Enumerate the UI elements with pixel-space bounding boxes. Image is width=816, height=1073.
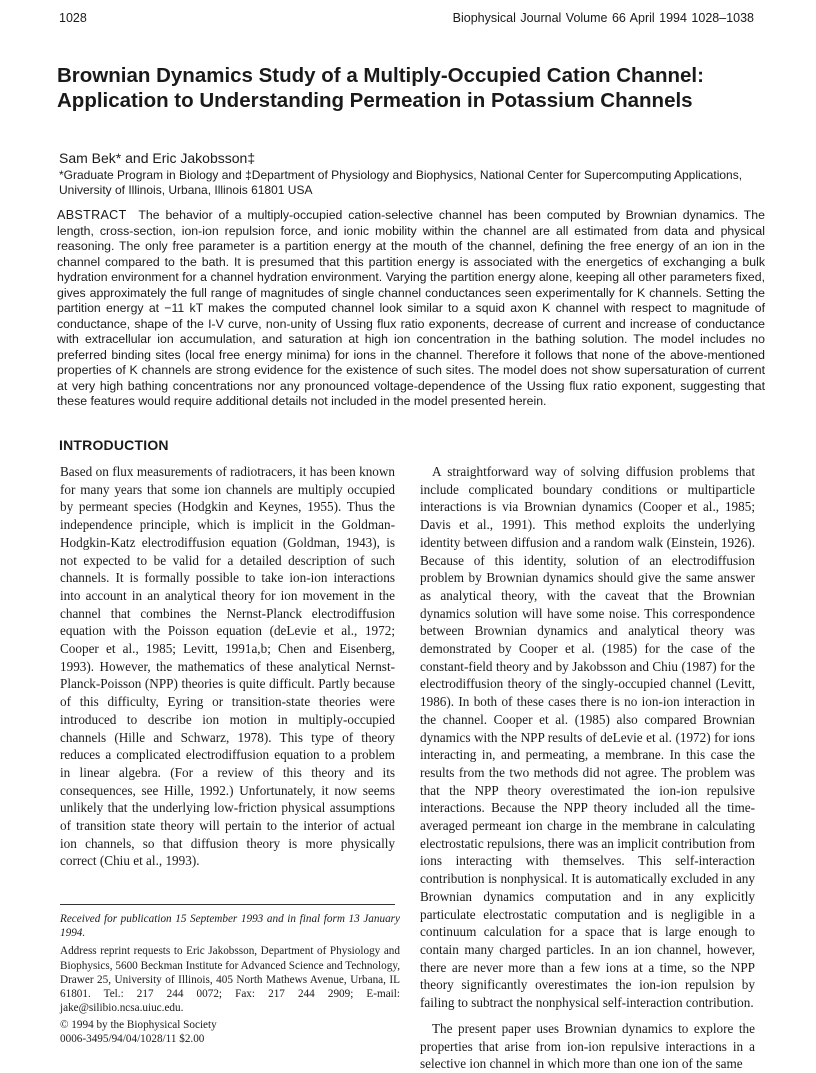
article-code: 0006-3495/94/04/1028/11 $2.00 [60,1033,205,1045]
abstract-text: The behavior of a multiply-occupied cation-selective channel has been computed by Brownian dynamics. The length, cross-section, ion-ion repulsion force, and ionic mobility within the channel are all estimated from data and physical reasoning. The only free parameter is a partition energy at the mouth of the channel, defining the free energy of an ion in the channel compared to the bath. It is presumed that this partition energy is associated with the energetics of exchanging a bulk hydration environment for a channel hydration environment. Varying the partition energy alone, keeping all other parameters fixed, gives approximately the full range of magnitudes of single channel conductances seen experimentally for K channels. Setting the partition energy at −11 kT makes the computed channel look similar to a squid axon K channel with respect to magnitude of conductance, shape of the I-V curve, non-unity of Ussing flux ratio exponents, decrease of current and increase of conductance with extracellular ion accumulation, and saturation at high ion concentration in the bathing solution. The model includes no preferred binding sites (local free energy minima) for ions in the channel. Therefore it follows that none of the above-mentioned properties of K channels are strong evidence for the existence of such sites. The model does not show supersaturation of current at very high bathing concentrations nor any pronounced voltage-dependence of the Ussing flux ratio exponent, suggesting that these features would require additional details not included in the model presented herein. [57,208,765,408]
article-title: Brownian Dynamics Study of a Multiply-Occupied Cation Channel: Application to Understanding Permeation in Potassium Channels [57,64,704,112]
copyright-line: © 1994 by the Biophysical Society [60,1019,217,1031]
right-column [420,463,755,1073]
page-number: 1028 [59,11,87,25]
intro-paragraph-2: A straightforward way of solving diffusion problems that include complicated boundary conditions or multiparticle interactions is via Brownian dynamics (Cooper et al., 1985; Davis et al., 1991). This method exploits the underlying identity between diffusion and a random walk (Einstein, 1926). Because of this identity, solution of an electrodiffusion problem by Brownian dynamics should give the same answer as analytical theory, with the caveat that the Brownian dynamics solution will have some noise. This correspondence between Brownian dynamics and analytical theory was demonstrated by Cooper et al. (1985) for the case of the constant-field theory and by Jakobsson and Chiu (1987) for the electrodiffusion theory of the singly-occupied channel (Levitt, 1986). In both of these cases there is no ion-ion interaction in the channel. Cooper et al. (1985) also compared Brownian dynamics with the NPP results of deLevie et al. (1972) for ions interacting in, and permeating, a membrane. In this case the results from the two methods did not agree. The problem was that the NPP theory overestimated the ion-ion repulsive interactions. Because the NPP theory included all the time-averaged permeant ion charge in the membrane in calculating electrostatic repulsions, there was an implicit contribution from ions interacting with themselves. This self-interaction contribution is nonphysical. It is automatically excluded in any Brownian dynamics computation and in any explicitly particulate electrostatic computation and is negligible in a continuum calculation for a space that is large enough to contain many charged particles. In an ion channel, however, there are never more than a few ions at a time, so the NPP theory significantly overestimates the ion-ion repulsion by failing to subtract the nonphysical self-interaction contribution. [420,464,755,1011]
footnote-divider [60,904,395,905]
reprint-note: Address reprint requests to Eric Jakobsson, Department of Physiology and Biophysics, 5600 Beckman Institute for Advanced Science and Technology, Drawer 25, University of Illinois, 405 North Mathews Avenue, Urbana, IL 61801. Tel.: 217 244 0072; Fax: 217 244 2909; E-mail: jake@silibio.ncsa.uiuc.edu. [60,945,400,1015]
author-list: Sam Bek* and Eric Jakobsson‡ [59,150,256,166]
left-column [60,463,395,870]
intro-paragraph-1: Based on flux measurements of radiotracers, it has been known for many years that some ion channels are multiply occupied by permeant species (Hodgkin and Keynes, 1955). Thus the independence principle, which is implicit in the Goldman-Hodgkin-Katz electrodiffusion equation (Goldman, 1943), is not expected to be valid for a detailed description of such channels. It is formally possible to take ion-ion interactions into account in an analytical theory for ion movement in the channel that combines the Nernst-Planck electrodiffusion equation with the Poisson equation (deLevie et al., 1972; Cooper et al., 1985; Levitt, 1991a,b; Chen and Eisenberg, 1993). However, the mathematics of these analytical Nernst-Planck-Poisson (NPP) theories is quite difficult. Partly because of this difficulty, Eyring or transition-state theories were introduced to describe ion motion in multiply-occupied channels (Hille and Schwarz, 1978). This type of theory reduces a complicated electrodiffusion equation to a problem in linear algebra. (For a review of this theory and its consequences, see Hille, 1992.) Unfortunately, it now seems unlikely that the underlying low-friction physical assumptions of transition state theory will pertain to the interior of actual ion channels, so that diffusion theory is more physically correct (Chiu et al., 1993). [60,464,395,869]
copyright-block [60,1018,217,1046]
abstract-label: ABSTRACT [57,208,127,222]
received-note: Received for publication 15 September 1993 and in final form 13 January 1994. [60,913,400,940]
abstract [57,208,765,410]
section-heading-introduction: INTRODUCTION [59,437,169,453]
affiliation: *Graduate Program in Biology and ‡Department of Physiology and Biophysics, National Center for Supercomputing Applications, University of Illinois, Urbana, Illinois 61801 USA [59,168,743,197]
intro-paragraph-3: The present paper uses Brownian dynamics to explore the properties that arise from ion-ion repulsive interactions in a selective ion channel in which more than one ion of the same [420,1020,755,1072]
footnotes [60,912,400,1019]
journal-citation: Biophysical Journal Volume 66 April 1994 1028–1038 [452,11,754,25]
